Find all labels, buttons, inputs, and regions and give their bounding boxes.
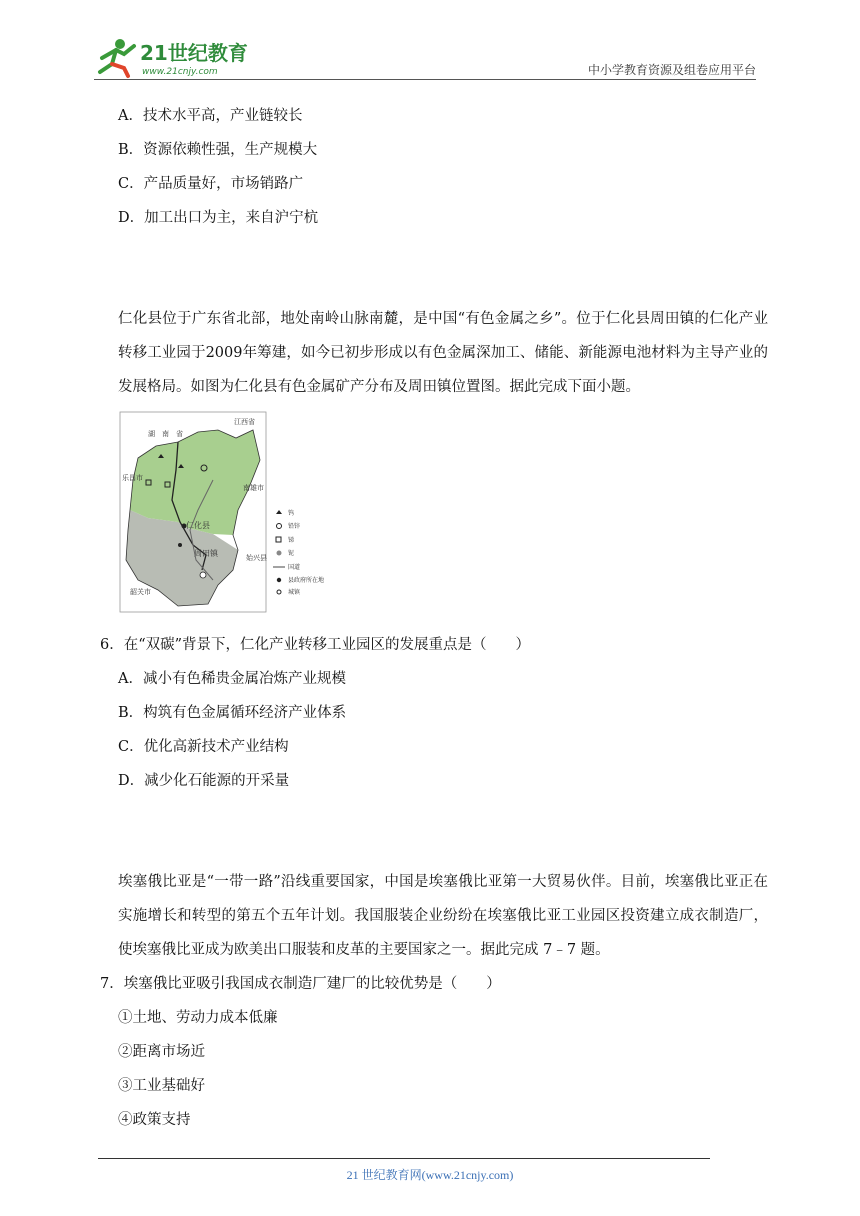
map-label-shixing: 始兴县 [246,554,267,562]
footer-divider [98,1158,710,1159]
q7-item-4: ④政策支持 [118,1112,191,1128]
renhua-map [118,410,340,616]
header-divider [94,79,756,80]
logo-text: 21世纪教育 [140,41,248,65]
question-6-stem: 6．在“双碳”背景下，仁化产业转移工业园区的发展重点是（ ） [100,637,531,653]
option-c: C．产品质量好，市场销路广 [118,176,304,192]
passage-renhua: 仁化县位于广东省北部，地处南岭山脉南麓，是中国“有色金属之乡”。位于仁化县周田镇的仁化产业转移工业园于2009年筹建，如今已初步形成以有色金属深加工、储能、新能源电池材料为主导产业的发展格局。如图为仁化县有色金属矿产分布及周田镇位置图。据此完成下面小题。 [118,311,768,395]
logo-url: www.21cnjy.com [142,67,218,77]
platform-name: 中小学教育资源及组卷应用平台 [587,63,756,77]
map-label-renhua: 仁化县 [186,521,210,530]
legend-niobium: 铌 [288,550,295,557]
option-b: B．资源依赖性强，生产规模大 [118,142,318,158]
option-d: D．加工出口为主，来自沪宁杭 [118,210,319,226]
q7-item-2: ②距离市场近 [118,1044,205,1060]
q6-option-a: A．减小有色稀贵金属冶炼产业规模 [118,671,346,687]
legend-county-seat: 县政府所在地 [288,577,325,584]
legend-leadzinc: 铅锌 [288,523,301,530]
map-label-zhoutian: 周田镇 [194,549,218,558]
footer-link[interactable]: 21 世纪教育网(www.21cnjy.com) [346,1168,514,1182]
map-label-jiangxi: 江西省 [234,418,255,426]
q7-item-3: ③工业基础好 [118,1078,205,1094]
passage-ethiopia: 埃塞俄比亚是“一带一路”沿线重要国家，中国是埃塞俄比亚第一大贸易伙伴。目前，埃塞俄比亚正在实施增长和转型的第五个五年计划。我国服装企业纷纷在埃塞俄比亚工业园区投资建立成衣制造厂，使埃塞俄比亚成为欧美出口服装和皮革的主要国家之一。据此完成 7﹣7 题。 [118,874,768,958]
q7-item-1: ①土地、劳动力成本低廉 [118,1010,278,1026]
q6-option-b: B．构筑有色金属循环经济产业体系 [118,705,347,721]
map-label-lechang: 乐昌市 [122,474,143,482]
site-logo [94,36,264,80]
option-a: A．技术水平高，产业链较长 [118,108,303,124]
legend-road: 国道 [288,564,301,571]
legend-town: 城镇 [288,589,301,596]
q6-option-d: D．减少化石能源的开采量 [118,773,290,789]
runner-icon [100,39,134,76]
q6-option-c: C．优化高新技术产业结构 [118,739,289,755]
map-label-nanxiong: 南雄市 [243,484,264,492]
legend-tungsten: 钨 [288,510,295,517]
legend-antimony: 锑 [288,537,295,544]
map-label-shaoguan: 韶关市 [130,588,151,596]
question-7-stem: 7．埃塞俄比亚吸引我国成衣制造厂建厂的比较优势是（ ） [100,976,501,992]
map-label-hunan: 湖 南 省 [148,430,183,438]
